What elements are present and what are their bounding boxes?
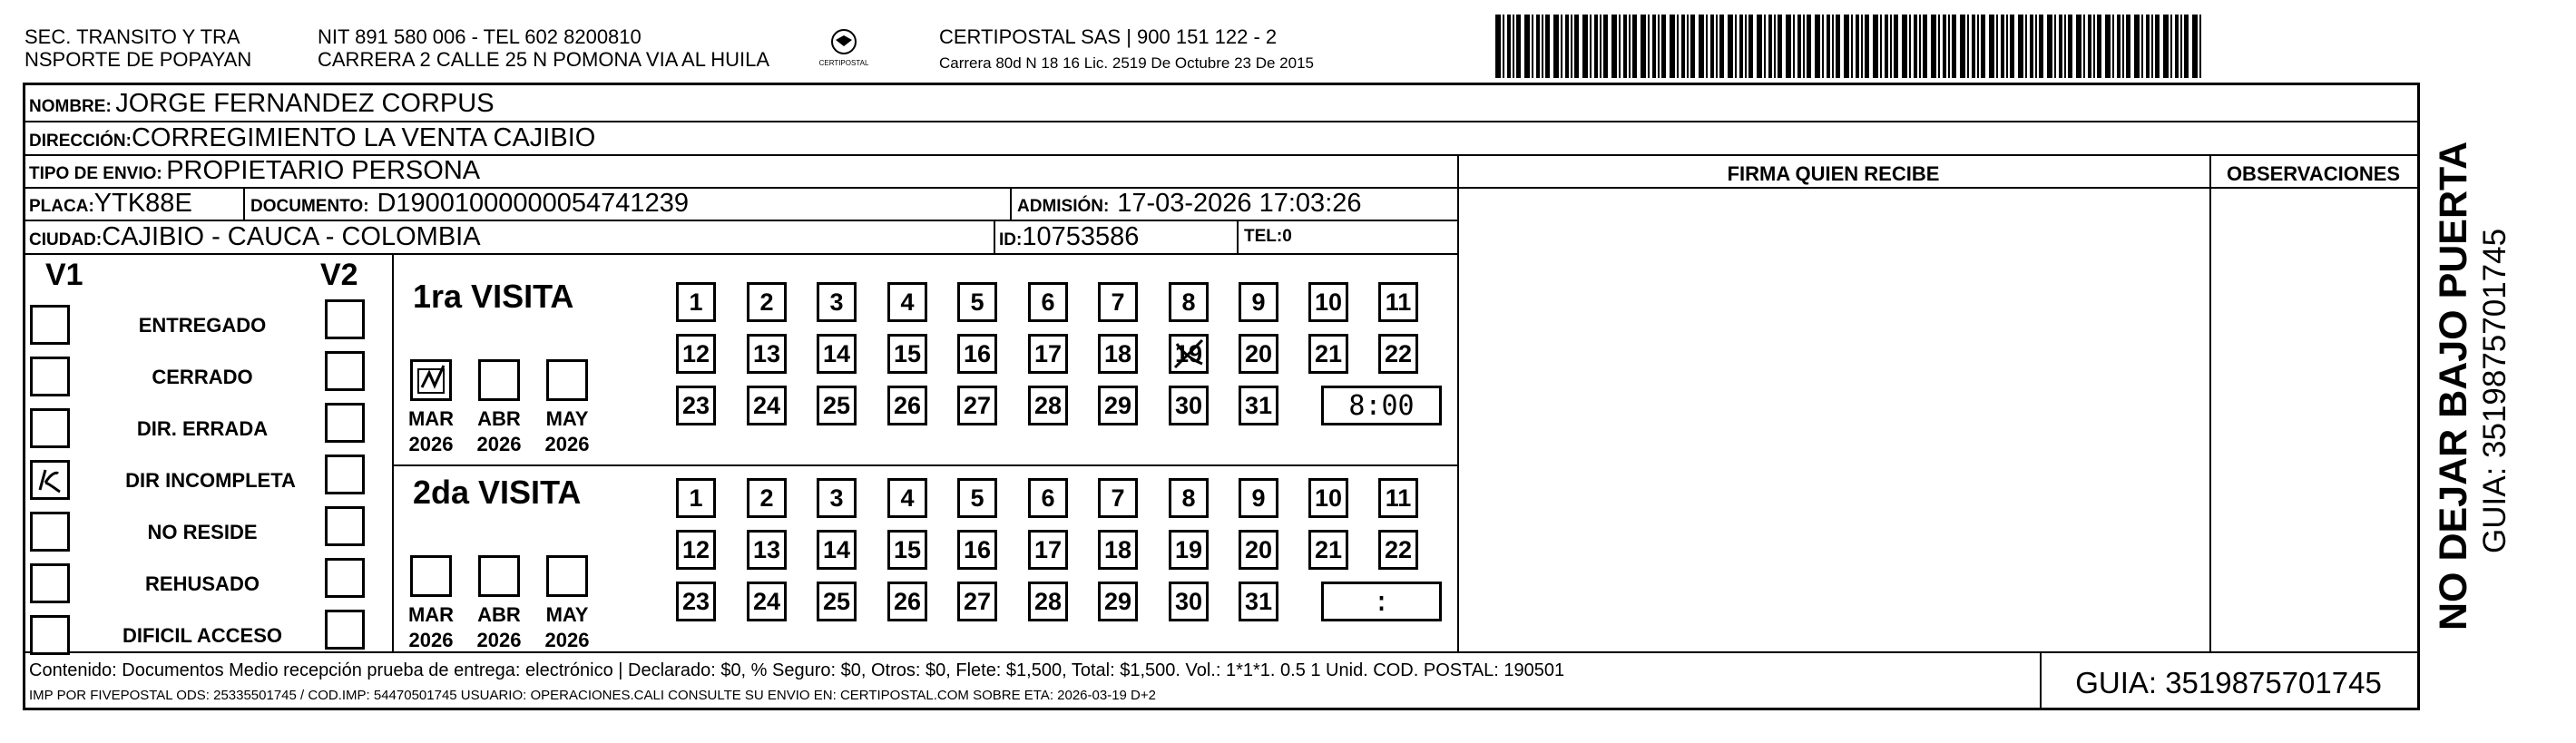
status-label: DIR INCOMPLETA <box>125 469 296 492</box>
second-visit-month-label: MAR 2026 <box>407 603 455 651</box>
first-visit-day-box[interactable]: 12 <box>676 334 716 374</box>
second-visit-day-box[interactable]: 18 <box>1098 530 1138 570</box>
first-visit-month-checkbox[interactable] <box>546 359 588 401</box>
second-visit-day-box[interactable]: 10 <box>1308 478 1348 518</box>
second-visit-day-box[interactable]: 20 <box>1239 530 1278 570</box>
second-visit-day-box[interactable]: 1 <box>676 478 716 518</box>
certipostal-logo <box>817 25 871 71</box>
first-visit-time-box[interactable]: 8:00 <box>1321 386 1442 425</box>
first-visit-day-box[interactable]: 9 <box>1239 282 1278 322</box>
status-label: DIFICIL ACCESO <box>122 624 282 647</box>
first-visit-day-box[interactable]: 21 <box>1308 334 1348 374</box>
second-visit-day-box[interactable]: 28 <box>1028 582 1068 621</box>
second-visit-day-box[interactable]: 17 <box>1028 530 1068 570</box>
footer-content: Contenido: Documentos Medio recepción prueba de entrega: electrónico | Declarado: $0, % Seguro: $0, Otros: $0, Flete: $1,500, Total: $1,500. Vol.: 1*1*1. 0.5 1 Unid. COD. POSTAL: 190501 <box>29 660 1565 680</box>
second-visit-month-checkbox[interactable] <box>546 555 588 597</box>
second-visit-day-box[interactable]: 6 <box>1028 478 1068 518</box>
v1-checkbox[interactable] <box>30 305 70 345</box>
footer-guia: GUIA: 3519875701745 <box>2075 666 2382 699</box>
first-visit-month-label: MAY 2026 <box>544 407 590 455</box>
v1-header: V1 <box>45 258 83 292</box>
second-visit-month-label: ABR 2026 <box>476 603 522 651</box>
second-visit-month-checkbox[interactable] <box>410 555 452 597</box>
first-visit-day-box[interactable]: 24 <box>747 386 787 425</box>
first-visit-day-box[interactable]: 23 <box>676 386 716 425</box>
second-visit-month-checkbox[interactable] <box>478 555 520 597</box>
firma-header: FIRMA QUIEN RECIBE <box>1727 162 1940 185</box>
second-visit-day-box[interactable]: 8 <box>1169 478 1209 518</box>
second-visit-day-box[interactable]: 29 <box>1098 582 1138 621</box>
first-visit-day-box[interactable]: 8 <box>1169 282 1209 322</box>
tipo-envio-label: TIPO DE ENVIO: <box>29 164 162 183</box>
id-value: 10753586 <box>1022 222 1140 251</box>
first-visit-day-box[interactable]: 7 <box>1098 282 1138 322</box>
cross-mark-icon <box>1171 337 1206 371</box>
sender-name-line2: NSPORTE DE POPAYAN <box>24 48 252 71</box>
v2-checkbox[interactable] <box>325 506 365 546</box>
second-visit-day-box[interactable]: 9 <box>1239 478 1278 518</box>
second-visit-day-box[interactable]: 24 <box>747 582 787 621</box>
second-visit-day-box[interactable]: 19 <box>1169 530 1209 570</box>
nombre-label: NOMBRE: <box>29 97 112 116</box>
direccion-value: CORREGIMIENTO LA VENTA CAJIBIO <box>131 123 596 152</box>
status-label: DIR. ERRADA <box>136 417 269 440</box>
first-visit-month-label: ABR 2026 <box>476 407 522 455</box>
v2-checkbox[interactable] <box>325 610 365 650</box>
first-visit-day-box[interactable]: 2 <box>747 282 787 322</box>
v2-checkbox[interactable] <box>325 558 365 598</box>
second-visit-day-box[interactable]: 3 <box>817 478 857 518</box>
first-visit-day-box[interactable]: 18 <box>1098 334 1138 374</box>
status-label: NO RESIDE <box>147 521 258 543</box>
second-visit-day-box[interactable]: 7 <box>1098 478 1138 518</box>
v1-checkbox[interactable] <box>30 563 70 603</box>
first-visit-day-box[interactable]: 6 <box>1028 282 1068 322</box>
tel-label: TEL: <box>1244 227 1283 246</box>
first-visit-day-box[interactable]: 26 <box>887 386 927 425</box>
first-visit-day-box[interactable]: 13 <box>747 334 787 374</box>
second-visit-day-box[interactable]: 16 <box>957 530 997 570</box>
second-visit-day-box[interactable]: 4 <box>887 478 927 518</box>
first-visit-month-label: MAR 2026 <box>407 407 455 455</box>
sender-name-line1: SEC. TRANSITO Y TRA <box>24 25 240 48</box>
first-visit-day-box[interactable]: 20 <box>1239 334 1278 374</box>
ciudad-value: CAJIBIO - CAUCA - COLOMBIA <box>102 222 481 251</box>
sender-nit: NIT 891 580 006 - TEL 602 8200810 <box>318 25 642 48</box>
documento-value: D19001000000054741239 <box>377 189 689 218</box>
check-mark-icon <box>413 362 449 398</box>
first-visit-day-box[interactable]: 29 <box>1098 386 1138 425</box>
first-visit-month-checkbox[interactable] <box>478 359 520 401</box>
first-visit-day-box[interactable]: 5 <box>957 282 997 322</box>
first-visit-day-box[interactable]: 11 <box>1378 282 1418 322</box>
second-visit-day-box[interactable]: 14 <box>817 530 857 570</box>
admision-label: ADMISIÓN: <box>1017 197 1110 216</box>
first-visit-day-box[interactable]: 28 <box>1028 386 1068 425</box>
admision-value: 17-03-2026 17:03:26 <box>1117 189 1362 218</box>
first-visit-day-box[interactable]: 30 <box>1169 386 1209 425</box>
second-visit-day-box[interactable]: 15 <box>887 530 927 570</box>
second-visit-month-label: MAY 2026 <box>544 603 590 651</box>
documento-label: DOCUMENTO: <box>250 197 369 216</box>
second-visit-day-box[interactable]: 25 <box>817 582 857 621</box>
second-visit-title: 2da VISITA <box>413 474 582 511</box>
v1-checkbox[interactable] <box>30 615 70 655</box>
second-visit-day-box[interactable]: 30 <box>1169 582 1209 621</box>
status-label: REHUSADO <box>145 572 260 595</box>
v2-checkbox[interactable] <box>325 455 365 494</box>
first-visit-day-box[interactable]: 19 <box>1169 334 1209 374</box>
placa-label: PLACA: <box>29 197 94 216</box>
id-label: ID: <box>999 230 1023 249</box>
v2-checkbox[interactable] <box>325 299 365 339</box>
first-visit-day-box[interactable]: 31 <box>1239 386 1278 425</box>
v1-checkbox[interactable] <box>30 460 70 500</box>
company-name: CERTIPOSTAL SAS | 900 151 122 - 2 <box>939 25 1278 48</box>
v1-checkbox[interactable] <box>30 512 70 552</box>
status-label: CERRADO <box>152 366 253 388</box>
first-visit-day-box[interactable]: 25 <box>817 386 857 425</box>
second-visit-day-box[interactable]: 26 <box>887 582 927 621</box>
status-label: ENTREGADO <box>138 314 267 337</box>
ciudad-label: CIUDAD: <box>29 230 103 249</box>
v2-checkbox[interactable] <box>325 403 365 443</box>
check-mark-icon <box>33 463 67 497</box>
tel-value: 0 <box>1282 227 1292 246</box>
first-visit-title: 1ra VISITA <box>413 278 574 315</box>
first-visit-day-box[interactable]: 1 <box>676 282 716 322</box>
sender-address: CARRERA 2 CALLE 25 N POMONA VIA AL HUILA <box>318 48 770 71</box>
direccion-label: DIRECCIÓN: <box>29 132 132 151</box>
second-visit-day-box[interactable]: 12 <box>676 530 716 570</box>
first-visit-month-checkbox[interactable] <box>410 359 452 401</box>
second-visit-time-box[interactable]: : <box>1321 582 1442 621</box>
second-visit-day-box[interactable]: 31 <box>1239 582 1278 621</box>
barcode <box>1495 15 2209 78</box>
first-visit-day-box[interactable]: 4 <box>887 282 927 322</box>
tipo-envio-value: PROPIETARIO PERSONA <box>166 156 481 185</box>
second-visit-day-box[interactable]: 27 <box>957 582 997 621</box>
first-visit-day-box[interactable]: 3 <box>817 282 857 322</box>
svg-text:CERTIPOSTAL: CERTIPOSTAL <box>818 59 869 67</box>
first-visit-day-box[interactable]: 17 <box>1028 334 1068 374</box>
footer-print-info: IMP POR FIVEPOSTAL ODS: 25335501745 / COD.IMP: 54470501745 USUARIO: OPERACIONES.CALI CONSULTE SU ENVIO EN: CERTIPOSTAL.COM SOBRE ETA: 2026-03-19 D+2 <box>29 688 1156 703</box>
v2-checkbox[interactable] <box>325 351 365 391</box>
second-visit-day-box[interactable]: 22 <box>1378 530 1418 570</box>
second-visit-day-box[interactable]: 23 <box>676 582 716 621</box>
v1-checkbox[interactable] <box>30 408 70 448</box>
second-visit-day-box[interactable]: 11 <box>1378 478 1418 518</box>
side-guia: GUIA: 3519875701745 <box>2477 228 2512 553</box>
first-visit-day-box[interactable]: 15 <box>887 334 927 374</box>
nombre-value: JORGE FERNANDEZ CORPUS <box>115 89 495 118</box>
first-visit-day-box[interactable]: 22 <box>1378 334 1418 374</box>
observaciones-header: OBSERVACIONES <box>2226 162 2401 185</box>
second-visit-day-box[interactable]: 21 <box>1308 530 1348 570</box>
first-visit-day-box[interactable]: 10 <box>1308 282 1348 322</box>
v2-header: V2 <box>320 258 358 292</box>
first-visit-day-box[interactable]: 27 <box>957 386 997 425</box>
shipping-form <box>23 83 2420 710</box>
company-license: Carrera 80d N 18 16 Lic. 2519 De Octubre 23 De 2015 <box>939 54 1314 72</box>
second-visit-day-box[interactable]: 5 <box>957 478 997 518</box>
side-warning: NO DEJAR BAJO PUERTA <box>2432 141 2475 631</box>
second-visit-day-box[interactable]: 13 <box>747 530 787 570</box>
second-visit-day-box[interactable]: 2 <box>747 478 787 518</box>
first-visit-day-box[interactable]: 14 <box>817 334 857 374</box>
v1-checkbox[interactable] <box>30 357 70 396</box>
placa-value: YTK88E <box>93 189 192 218</box>
first-visit-day-box[interactable]: 16 <box>957 334 997 374</box>
